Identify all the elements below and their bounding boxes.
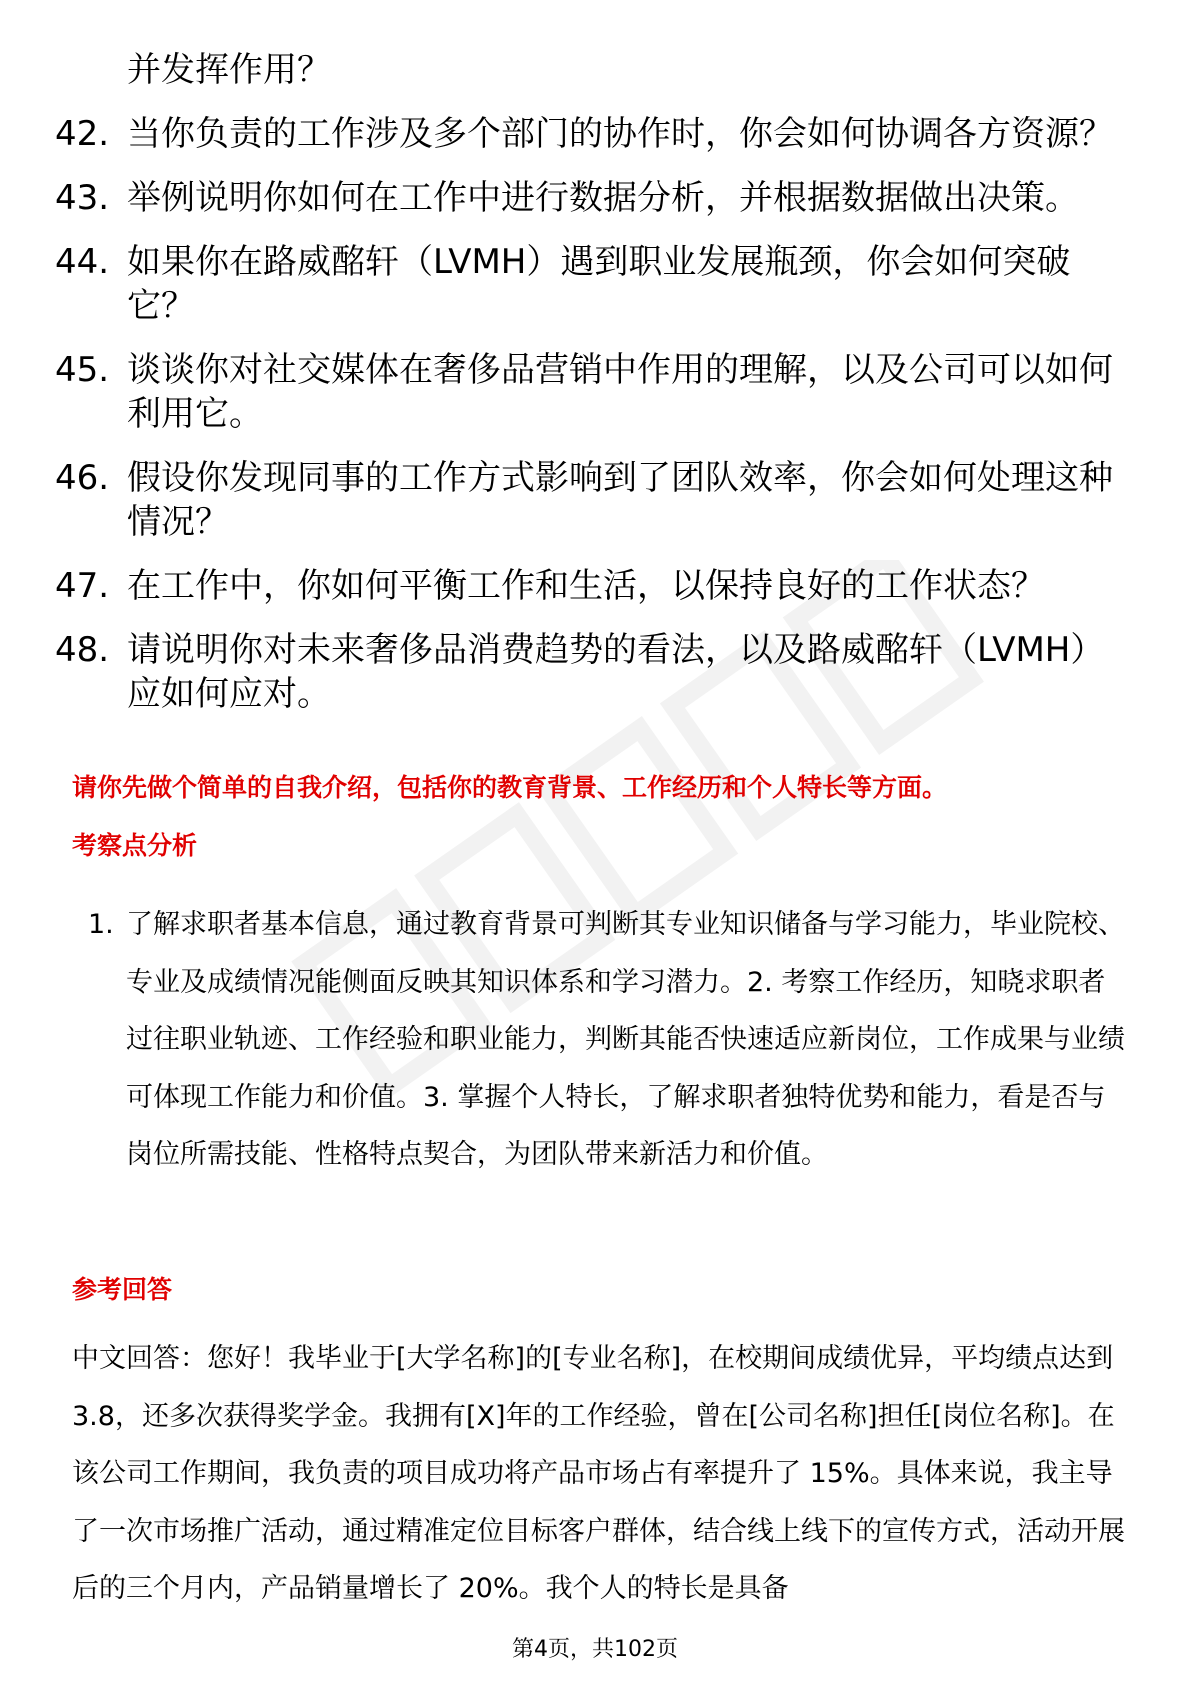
question-number: 42.	[55, 114, 110, 154]
question-item	[55, 564, 1125, 608]
main-question: 请你先做个简单的自我介绍，包括你的教育背景、工作经历和个人特长等方面。	[72, 773, 948, 802]
question-number: 48.	[55, 630, 110, 670]
question-item	[55, 456, 1125, 544]
question-text: 当你负责的工作涉及多个部门的协作时，你会如何协调各方资源？	[127, 114, 1113, 154]
analysis-number: 1.	[88, 909, 114, 940]
question-number: 44.	[55, 242, 110, 282]
page-footer: 第4页，共102页	[512, 1637, 678, 1662]
question-number: 46.	[55, 458, 110, 498]
question-item	[55, 348, 1125, 436]
question-text: 在工作中，你如何平衡工作和生活，以保持良好的工作状态？	[127, 566, 1045, 606]
analysis-text: 了解求职者基本信息，通过教育背景可判断其专业知识储备与学习能力，毕业院校、专业及成绩情况能侧面反映其知识体系和学习潜力。2. 考察工作经历，知晓求职者过往职业轨迹、工作经验和职业能力，判断其能否快速适应新岗位，工作成果与业绩可体现工作能力和价值。3. 掌握个人特长，了解求职者独特优势和能力，看是否与岗位所需技能、性格特点契合，为团队带来新活力和价值。	[126, 909, 1125, 1170]
question-41-continuation: 并发挥作用？	[127, 50, 331, 90]
question-text: 假设你发现同事的工作方式影响到了团队效率，你会如何处理这种情况？	[127, 458, 1113, 542]
question-number: 45.	[55, 350, 110, 390]
question-text: 谈谈你对社交媒体在奢侈品营销中作用的理解，以及公司可以如何利用它。	[127, 350, 1113, 434]
question-item	[55, 112, 1125, 156]
question-item	[55, 176, 1125, 220]
analysis-heading: 考察点分析	[72, 831, 198, 860]
question-text: 举例说明你如何在工作中进行数据分析，并根据数据做出决策。	[127, 178, 1079, 218]
question-item	[55, 628, 1125, 716]
question-text: 如果你在路威酩轩（LVMH）遇到职业发展瓶颈，你会如何突破它？	[127, 242, 1071, 326]
question-list	[55, 48, 1125, 736]
analysis-list	[88, 896, 1128, 1184]
answer-heading: 参考回答	[72, 1275, 173, 1304]
question-text: 请说明你对未来奢侈品消费趋势的看法，以及路威酩轩（LVMH）应如何应对。	[127, 630, 1105, 714]
question-item	[55, 240, 1125, 328]
answer-text: 中文回答：您好！我毕业于[大学名称]的[专业名称]，在校期间成绩优异，平均绩点达到 3.8，还多次获得奖学金。我拥有[X]年的工作经验，曾在[公司名称]担任[岗位名称]。在该公司工作期间，我负责的项目成功将产品市场占有率提升了 15%。具体来说，我主导了一次市场推广活动，通过精准定位目标客户群体，结合线上线下的宣传方式，活动开展后的三个月内，产品销量增长了 20%。我个人的特长是具备	[72, 1343, 1125, 1604]
question-number: 43.	[55, 178, 110, 218]
question-number: 47.	[55, 566, 110, 606]
